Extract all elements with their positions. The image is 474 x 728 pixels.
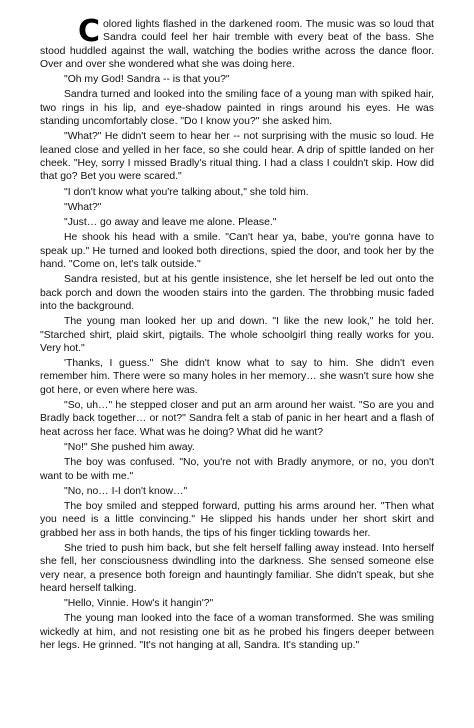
paragraph-16: The boy smiled and stepped forward, putting his arms around her. "Then what you need is a little convincing." He slipped his hands under her short skirt and grabbed her ass in both hands, the tips of his finger tickling towards her. (40, 501, 434, 539)
paragraph-13: "No!" She pushed him away. (64, 441, 195, 453)
paragraph-10: The young man looked her up and down. "I like the new look," he told her. "Starched shirt, plaid skirt, pigtails. The whole schoolgirl thing really works for you. Very hot." (40, 316, 434, 354)
paragraph-18: "Hello, Vinnie. How's it hangin'?" (64, 598, 214, 610)
drop-cap: C (78, 14, 101, 49)
paragraph-5: "I don't know what you're talking about," she told him. (64, 186, 309, 198)
paragraph-17: She tried to push him back, but she felt herself falling away instead. Into herself she fell, her consciousness dwindling into the darkness. She sensed someone else very near, a presence both foreign and hauntingly familiar. She didn't speak, but she heard herself talking. (40, 542, 434, 594)
paragraph-2: "Oh my God! Sandra -- is that you?" (64, 74, 230, 86)
paragraph-9: Sandra resisted, but at his gentle insistence, she let herself be led out onto the back porch and down the wooden stairs into the garden. The throbbing music faded into the background. (40, 274, 434, 312)
paragraph-19: The young man looked into the face of a woman transformed. She was smiling wickedly at him, and not resisting one bit as he probed his fingers deeper between her legs. He grinned. "It's not hanging at all, Sandra. It's standing up." (40, 613, 434, 652)
paragraph-6: "What?" (64, 201, 102, 213)
paragraph-1 (40, 14, 434, 71)
paragraph-15: "No, no… I-I don't know…" (64, 485, 188, 497)
paragraph-14: The boy was confused. "No, you're not with Bradly anymore, or no, you don't want to be with me." (40, 457, 434, 482)
paragraph-1-text: olored lights flashed in the darkened room. The music was so loud that Sandra could feel her hair tremble with every beat of the bass. She stood huddled against the wall, watching the bodies writhe across the dance floor. Over and over she wondered what she was doing here. (40, 19, 434, 70)
paragraph-7: "Just… go away and leave me alone. Please." (64, 217, 277, 229)
paragraph-3: Sandra turned and looked into the smiling face of a young man with spiked hair, two rings in his lip, and eye-shadow painted in rings around his eyes. He was standing uncomfortably close. "Do I know you?" she asked him. (40, 89, 434, 128)
paragraph-12: "So, uh…" he stepped closer and put an arm around her waist. "So are you and Bradly back together… or not?" Sandra felt a stab of panic in her heart and a flash of heat across her face. What was he doing? What did he want? (40, 400, 434, 438)
paragraph-11: 'Thanks, I guess." She didn't know what to say to him. She didn't even remember him. There were so many holes in her memory… she wasn't sure how she got here, or even where here was. (40, 358, 434, 396)
paragraph-4: "What?" He didn't seem to hear her -- not surprising with the music so loud. He leaned close and yelled in her face, so she could hear. A drip of spittle landed on her cheek. "Hey, sorry I missed Bradly's ritual thing. I had a class I couldn't skip. How did that go? Bet you were scared." (40, 131, 434, 183)
paragraph-8: He shook his head with a smile. "Can't hear ya, babe, you're gonna have to speak up." He turned and looked both directions, spied the door, and took her by the hand. "Come on, let's talk outside." (40, 232, 434, 271)
